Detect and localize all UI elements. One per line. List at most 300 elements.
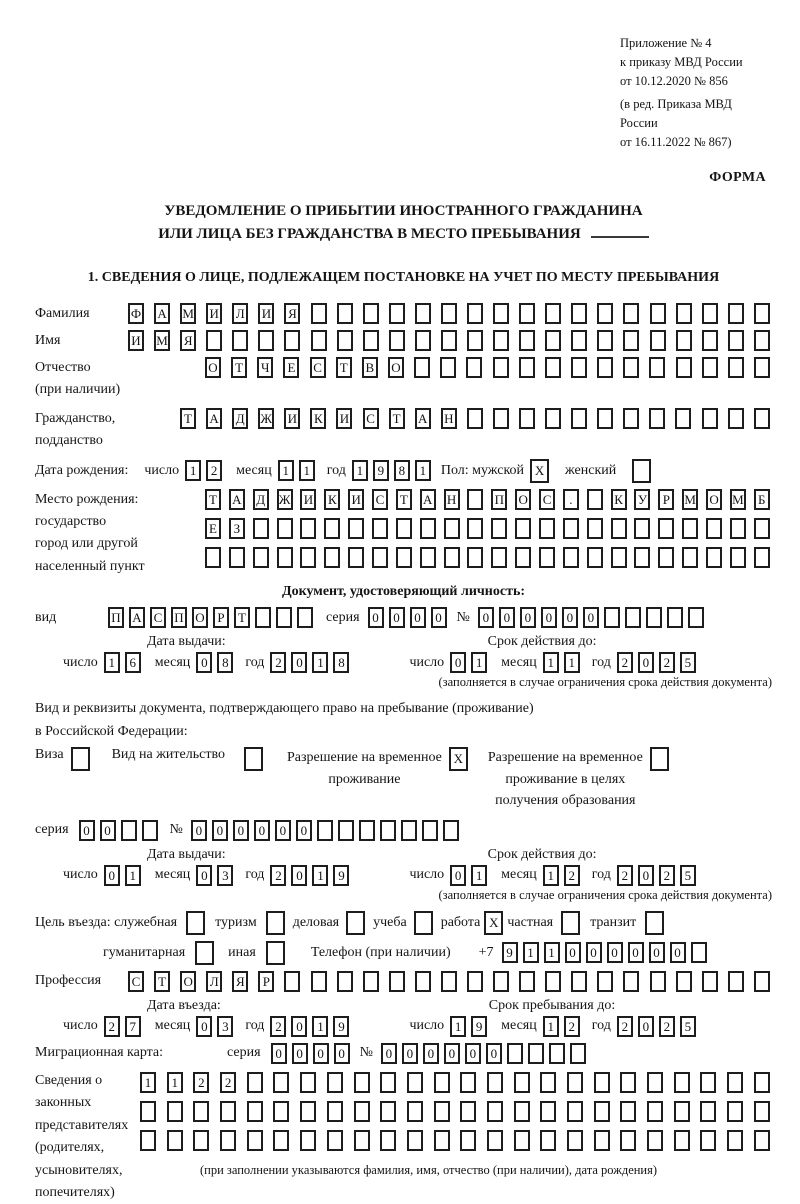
form-cell[interactable]: 2 (617, 1016, 633, 1037)
form-cell[interactable]: И (128, 330, 144, 351)
form-cell[interactable] (380, 1101, 396, 1122)
form-cell[interactable]: А (206, 408, 222, 429)
form-cell[interactable] (611, 518, 627, 539)
form-cell[interactable] (193, 1101, 209, 1122)
form-cell[interactable]: 2 (193, 1072, 209, 1093)
form-cell[interactable] (519, 971, 535, 992)
form-cell[interactable] (407, 1101, 423, 1122)
form-cell[interactable]: Т (205, 489, 221, 510)
form-cell[interactable]: 0 (313, 1043, 329, 1064)
form-cell[interactable] (247, 1101, 263, 1122)
form-cell[interactable] (487, 1130, 503, 1151)
form-cell[interactable] (645, 911, 664, 935)
form-cell[interactable] (434, 1101, 450, 1122)
form-cell[interactable] (142, 820, 158, 841)
form-cell[interactable]: 0 (191, 820, 207, 841)
form-cell[interactable] (297, 607, 313, 628)
form-cell[interactable]: И (206, 303, 222, 324)
form-cell[interactable] (728, 408, 744, 429)
form-cell[interactable]: 1 (415, 460, 431, 481)
form-cell[interactable] (540, 1130, 556, 1151)
form-cell[interactable] (702, 971, 718, 992)
form-cell[interactable] (514, 1101, 530, 1122)
form-cell[interactable]: 0 (196, 865, 212, 886)
form-cell[interactable] (300, 1130, 316, 1151)
form-cell[interactable] (658, 547, 674, 568)
form-cell[interactable] (728, 357, 744, 378)
form-cell[interactable] (540, 1072, 556, 1093)
form-cell[interactable] (140, 1130, 156, 1151)
form-cell[interactable]: 0 (254, 820, 270, 841)
form-cell[interactable]: X (449, 747, 468, 771)
form-cell[interactable] (420, 518, 436, 539)
form-cell[interactable] (327, 1101, 343, 1122)
form-cell[interactable] (754, 1101, 770, 1122)
form-cell[interactable] (706, 547, 722, 568)
form-cell[interactable] (634, 518, 650, 539)
form-cell[interactable] (140, 1101, 156, 1122)
form-cell[interactable]: 1 (312, 1016, 328, 1037)
form-cell[interactable]: 0 (79, 820, 95, 841)
form-cell[interactable]: С (372, 489, 388, 510)
form-cell[interactable] (337, 330, 353, 351)
form-cell[interactable]: 3 (217, 865, 233, 886)
form-cell[interactable] (493, 357, 509, 378)
form-cell[interactable] (363, 971, 379, 992)
form-cell[interactable] (363, 303, 379, 324)
form-cell[interactable]: З (229, 518, 245, 539)
form-cell[interactable] (396, 518, 412, 539)
form-cell[interactable]: 5 (680, 865, 696, 886)
form-cell[interactable] (540, 1101, 556, 1122)
form-cell[interactable] (244, 747, 263, 771)
form-cell[interactable]: В (362, 357, 378, 378)
form-cell[interactable] (675, 408, 691, 429)
form-cell[interactable] (646, 607, 662, 628)
form-cell[interactable] (440, 357, 456, 378)
form-cell[interactable]: 2 (659, 1016, 675, 1037)
form-cell[interactable] (422, 820, 438, 841)
form-cell[interactable]: 9 (333, 865, 349, 886)
form-cell[interactable] (682, 547, 698, 568)
form-cell[interactable]: 2 (220, 1072, 236, 1093)
form-cell[interactable]: С (310, 357, 326, 378)
form-cell[interactable]: 0 (292, 1043, 308, 1064)
form-cell[interactable]: Т (154, 971, 170, 992)
form-cell[interactable] (623, 357, 639, 378)
form-cell[interactable]: 0 (562, 607, 578, 628)
form-cell[interactable] (338, 820, 354, 841)
form-cell[interactable]: 2 (104, 1016, 120, 1037)
form-cell[interactable] (415, 303, 431, 324)
form-cell[interactable]: 0 (465, 1043, 481, 1064)
form-cell[interactable]: Л (232, 303, 248, 324)
form-cell[interactable] (587, 489, 603, 510)
form-cell[interactable] (567, 1072, 583, 1093)
form-cell[interactable]: Я (232, 971, 248, 992)
form-cell[interactable]: 0 (104, 865, 120, 886)
form-cell[interactable] (519, 357, 535, 378)
form-cell[interactable] (545, 303, 561, 324)
form-cell[interactable]: 2 (270, 865, 286, 886)
form-cell[interactable] (594, 1072, 610, 1093)
form-cell[interactable] (620, 1101, 636, 1122)
form-cell[interactable] (414, 357, 430, 378)
form-cell[interactable]: 0 (196, 652, 212, 673)
form-cell[interactable] (186, 911, 205, 935)
form-cell[interactable] (121, 820, 137, 841)
form-cell[interactable] (706, 518, 722, 539)
form-cell[interactable]: 1 (312, 652, 328, 673)
form-cell[interactable]: 1 (543, 865, 559, 886)
form-cell[interactable] (460, 1072, 476, 1093)
form-cell[interactable]: 1 (185, 460, 201, 481)
form-cell[interactable] (327, 1130, 343, 1151)
form-cell[interactable] (649, 357, 665, 378)
form-cell[interactable] (337, 971, 353, 992)
form-cell[interactable]: 1 (564, 652, 580, 673)
form-cell[interactable]: 0 (586, 942, 602, 963)
form-cell[interactable]: 0 (565, 942, 581, 963)
form-cell[interactable] (515, 547, 531, 568)
form-cell[interactable]: . (563, 489, 579, 510)
form-cell[interactable] (311, 971, 327, 992)
form-cell[interactable] (676, 330, 692, 351)
form-cell[interactable] (327, 1072, 343, 1093)
form-cell[interactable] (754, 330, 770, 351)
form-cell[interactable] (415, 330, 431, 351)
form-cell[interactable] (650, 971, 666, 992)
form-cell[interactable]: 0 (607, 942, 623, 963)
form-cell[interactable]: Т (396, 489, 412, 510)
form-cell[interactable] (567, 1130, 583, 1151)
form-cell[interactable] (493, 971, 509, 992)
form-cell[interactable] (324, 547, 340, 568)
form-cell[interactable]: 1 (299, 460, 315, 481)
form-cell[interactable]: 6 (125, 652, 141, 673)
form-cell[interactable] (587, 518, 603, 539)
form-cell[interactable] (337, 303, 353, 324)
form-cell[interactable] (434, 1130, 450, 1151)
form-cell[interactable] (253, 518, 269, 539)
form-cell[interactable] (700, 1130, 716, 1151)
form-cell[interactable] (348, 518, 364, 539)
form-cell[interactable]: 2 (659, 865, 675, 886)
form-cell[interactable] (545, 357, 561, 378)
form-cell[interactable] (389, 971, 405, 992)
form-cell[interactable]: Т (180, 408, 196, 429)
form-cell[interactable]: 0 (583, 607, 599, 628)
form-cell[interactable]: 2 (617, 865, 633, 886)
form-cell[interactable]: П (108, 607, 124, 628)
form-cell[interactable] (528, 1043, 544, 1064)
form-cell[interactable]: 9 (502, 942, 518, 963)
form-cell[interactable]: Т (389, 408, 405, 429)
form-cell[interactable]: 2 (270, 652, 286, 673)
form-cell[interactable] (730, 518, 746, 539)
form-cell[interactable] (491, 518, 507, 539)
form-cell[interactable] (443, 820, 459, 841)
form-cell[interactable] (597, 971, 613, 992)
form-cell[interactable]: Н (444, 489, 460, 510)
form-cell[interactable]: 0 (431, 607, 447, 628)
form-cell[interactable] (277, 518, 293, 539)
form-cell[interactable] (300, 547, 316, 568)
form-cell[interactable] (519, 408, 535, 429)
form-cell[interactable] (372, 518, 388, 539)
form-cell[interactable]: 2 (659, 652, 675, 673)
form-cell[interactable]: 0 (381, 1043, 397, 1064)
form-cell[interactable] (205, 547, 221, 568)
form-cell[interactable] (467, 489, 483, 510)
form-cell[interactable] (255, 607, 271, 628)
form-cell[interactable]: 0 (291, 1016, 307, 1037)
form-cell[interactable]: 1 (543, 1016, 559, 1037)
form-cell[interactable] (372, 547, 388, 568)
form-cell[interactable] (487, 1101, 503, 1122)
form-cell[interactable]: А (229, 489, 245, 510)
form-cell[interactable] (674, 1101, 690, 1122)
form-cell[interactable] (754, 303, 770, 324)
form-cell[interactable]: 0 (478, 607, 494, 628)
form-cell[interactable]: И (336, 408, 352, 429)
form-cell[interactable] (650, 303, 666, 324)
form-cell[interactable]: 0 (450, 652, 466, 673)
form-cell[interactable] (467, 408, 483, 429)
form-cell[interactable]: Т (336, 357, 352, 378)
form-cell[interactable]: 0 (291, 652, 307, 673)
form-cell[interactable]: Д (232, 408, 248, 429)
form-cell[interactable] (727, 1072, 743, 1093)
form-cell[interactable]: О (388, 357, 404, 378)
form-cell[interactable] (491, 547, 507, 568)
form-cell[interactable] (570, 1043, 586, 1064)
form-cell[interactable] (545, 330, 561, 351)
form-cell[interactable]: 1 (352, 460, 368, 481)
form-cell[interactable]: И (258, 303, 274, 324)
form-cell[interactable]: Е (283, 357, 299, 378)
form-cell[interactable] (266, 941, 285, 965)
form-cell[interactable]: 0 (670, 942, 686, 963)
form-cell[interactable] (380, 820, 396, 841)
form-cell[interactable] (273, 1130, 289, 1151)
form-cell[interactable]: К (611, 489, 627, 510)
form-cell[interactable] (728, 971, 744, 992)
form-cell[interactable]: П (171, 607, 187, 628)
form-cell[interactable] (571, 408, 587, 429)
form-cell[interactable] (647, 1101, 663, 1122)
form-cell[interactable] (311, 303, 327, 324)
form-cell[interactable]: Б (754, 489, 770, 510)
form-cell[interactable] (467, 518, 483, 539)
form-cell[interactable]: 1 (312, 865, 328, 886)
form-cell[interactable] (467, 547, 483, 568)
form-cell[interactable] (688, 607, 704, 628)
form-cell[interactable] (623, 330, 639, 351)
form-cell[interactable] (414, 911, 433, 935)
form-cell[interactable]: 0 (450, 865, 466, 886)
form-cell[interactable]: 9 (471, 1016, 487, 1037)
form-cell[interactable] (273, 1072, 289, 1093)
form-cell[interactable]: 0 (649, 942, 665, 963)
form-cell[interactable] (415, 971, 431, 992)
form-cell[interactable] (702, 357, 718, 378)
form-cell[interactable]: И (284, 408, 300, 429)
form-cell[interactable] (284, 330, 300, 351)
form-cell[interactable] (253, 547, 269, 568)
form-cell[interactable] (561, 911, 580, 935)
form-cell[interactable]: Л (206, 971, 222, 992)
form-cell[interactable]: 0 (212, 820, 228, 841)
form-cell[interactable]: 8 (394, 460, 410, 481)
form-cell[interactable]: М (730, 489, 746, 510)
form-cell[interactable] (195, 941, 214, 965)
form-cell[interactable] (258, 330, 274, 351)
form-cell[interactable] (515, 518, 531, 539)
form-cell[interactable]: 2 (270, 1016, 286, 1037)
form-cell[interactable] (247, 1130, 263, 1151)
form-cell[interactable] (754, 971, 770, 992)
form-cell[interactable]: 0 (638, 865, 654, 886)
form-cell[interactable]: 0 (271, 1043, 287, 1064)
form-cell[interactable] (346, 911, 365, 935)
form-cell[interactable]: Ч (257, 357, 273, 378)
form-cell[interactable]: М (682, 489, 698, 510)
form-cell[interactable] (348, 547, 364, 568)
form-cell[interactable]: С (128, 971, 144, 992)
form-cell[interactable] (232, 330, 248, 351)
form-cell[interactable]: 1 (471, 652, 487, 673)
form-cell[interactable] (597, 330, 613, 351)
form-cell[interactable] (407, 1130, 423, 1151)
form-cell[interactable] (389, 330, 405, 351)
form-cell[interactable] (754, 518, 770, 539)
form-cell[interactable]: 0 (628, 942, 644, 963)
form-cell[interactable]: Д (253, 489, 269, 510)
form-cell[interactable]: 8 (217, 652, 233, 673)
form-cell[interactable] (273, 1101, 289, 1122)
form-cell[interactable] (691, 942, 707, 963)
form-cell[interactable]: 0 (486, 1043, 502, 1064)
form-cell[interactable] (420, 547, 436, 568)
form-cell[interactable]: 7 (125, 1016, 141, 1037)
form-cell[interactable] (466, 357, 482, 378)
form-cell[interactable] (649, 408, 665, 429)
form-cell[interactable] (727, 1101, 743, 1122)
form-cell[interactable]: 1 (544, 942, 560, 963)
form-cell[interactable] (597, 357, 613, 378)
form-cell[interactable]: А (420, 489, 436, 510)
form-cell[interactable]: П (491, 489, 507, 510)
form-cell[interactable]: И (348, 489, 364, 510)
form-cell[interactable] (754, 357, 770, 378)
form-cell[interactable] (434, 1072, 450, 1093)
form-cell[interactable] (206, 330, 222, 351)
form-cell[interactable]: А (415, 408, 431, 429)
form-cell[interactable]: 3 (217, 1016, 233, 1037)
form-cell[interactable]: 0 (638, 652, 654, 673)
form-cell[interactable]: Н (441, 408, 457, 429)
form-cell[interactable]: 9 (373, 460, 389, 481)
form-cell[interactable] (634, 547, 650, 568)
form-cell[interactable]: М (180, 303, 196, 324)
form-cell[interactable] (754, 408, 770, 429)
form-cell[interactable] (571, 330, 587, 351)
form-cell[interactable]: 9 (333, 1016, 349, 1037)
form-cell[interactable]: О (180, 971, 196, 992)
form-cell[interactable] (460, 1130, 476, 1151)
form-cell[interactable]: 1 (471, 865, 487, 886)
form-cell[interactable] (407, 1072, 423, 1093)
form-cell[interactable] (444, 518, 460, 539)
form-cell[interactable]: 1 (523, 942, 539, 963)
form-cell[interactable]: Р (213, 607, 229, 628)
form-cell[interactable]: 1 (104, 652, 120, 673)
form-cell[interactable] (167, 1130, 183, 1151)
form-cell[interactable] (324, 518, 340, 539)
form-cell[interactable] (727, 1130, 743, 1151)
form-cell[interactable] (682, 518, 698, 539)
form-cell[interactable] (467, 303, 483, 324)
form-cell[interactable]: Р (658, 489, 674, 510)
form-cell[interactable]: 0 (389, 607, 405, 628)
form-cell[interactable] (674, 1072, 690, 1093)
form-cell[interactable] (441, 303, 457, 324)
form-cell[interactable]: Ж (258, 408, 274, 429)
form-cell[interactable] (441, 330, 457, 351)
form-cell[interactable]: О (205, 357, 221, 378)
form-cell[interactable]: 0 (275, 820, 291, 841)
form-cell[interactable] (401, 820, 417, 841)
form-cell[interactable] (571, 971, 587, 992)
form-cell[interactable]: 2 (564, 1016, 580, 1037)
form-cell[interactable]: X (484, 911, 503, 935)
form-cell[interactable] (702, 303, 718, 324)
form-cell[interactable] (545, 971, 561, 992)
form-cell[interactable] (396, 547, 412, 568)
form-cell[interactable] (563, 547, 579, 568)
form-cell[interactable] (277, 547, 293, 568)
form-cell[interactable] (702, 408, 718, 429)
form-cell[interactable] (441, 971, 457, 992)
form-cell[interactable] (676, 357, 692, 378)
form-cell[interactable]: С (539, 489, 555, 510)
form-cell[interactable]: 2 (206, 460, 222, 481)
form-cell[interactable]: А (129, 607, 145, 628)
form-cell[interactable] (514, 1130, 530, 1151)
form-cell[interactable] (567, 1101, 583, 1122)
form-cell[interactable] (604, 607, 620, 628)
form-cell[interactable] (611, 547, 627, 568)
form-cell[interactable] (594, 1130, 610, 1151)
form-cell[interactable] (623, 303, 639, 324)
form-cell[interactable]: 0 (520, 607, 536, 628)
form-cell[interactable] (487, 1072, 503, 1093)
form-cell[interactable] (730, 547, 746, 568)
form-cell[interactable] (563, 518, 579, 539)
form-cell[interactable] (571, 357, 587, 378)
form-cell[interactable]: 0 (423, 1043, 439, 1064)
form-cell[interactable] (300, 1101, 316, 1122)
form-cell[interactable] (389, 303, 405, 324)
form-cell[interactable]: 0 (541, 607, 557, 628)
form-cell[interactable] (620, 1130, 636, 1151)
form-cell[interactable]: 0 (638, 1016, 654, 1037)
form-cell[interactable] (549, 1043, 565, 1064)
form-cell[interactable]: Ф (128, 303, 144, 324)
form-cell[interactable] (647, 1072, 663, 1093)
form-cell[interactable] (380, 1072, 396, 1093)
